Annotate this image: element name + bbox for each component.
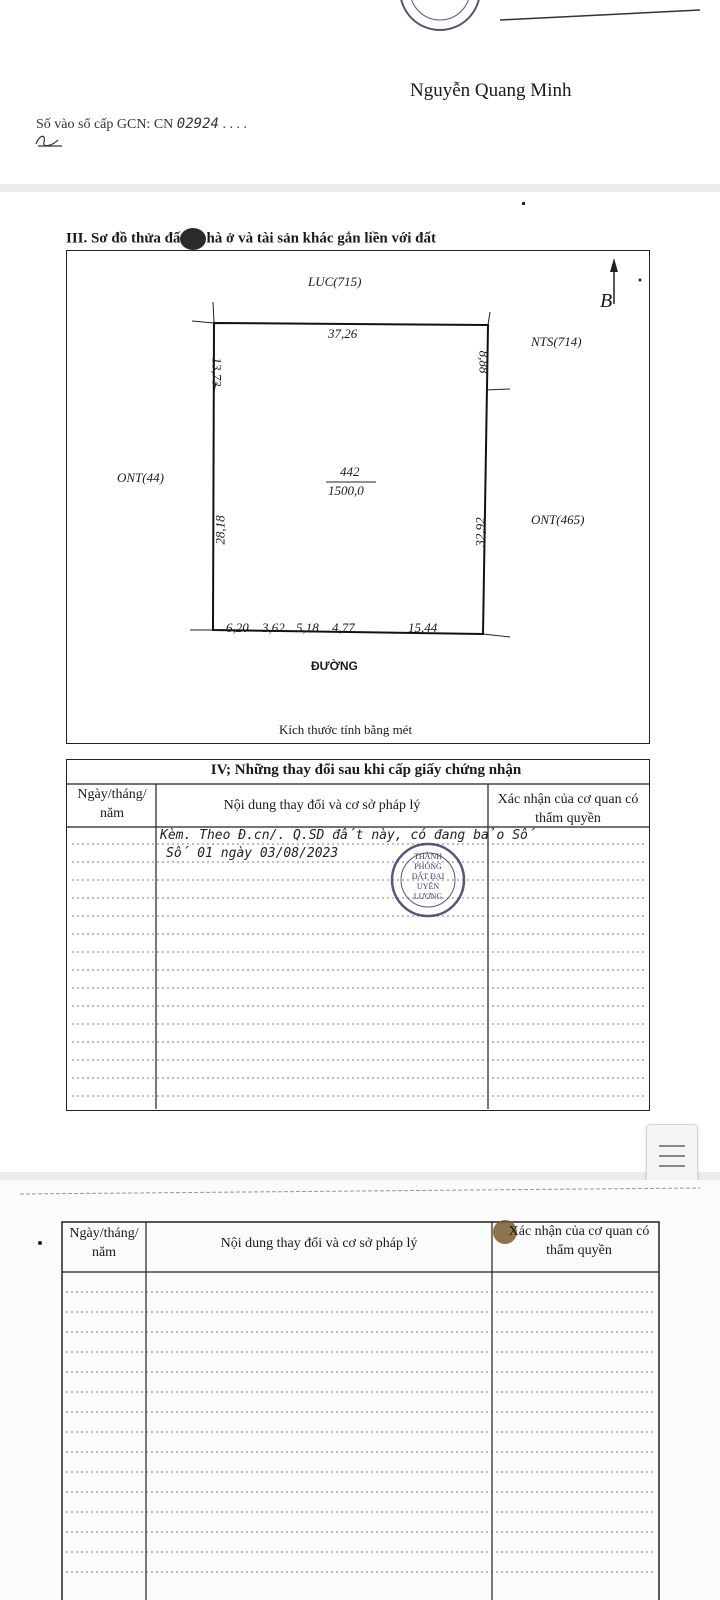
label-northeast-neighbor: NTS(714) xyxy=(531,334,582,349)
menu-icon-bar-2 xyxy=(659,1155,685,1157)
menu-button[interactable] xyxy=(646,1124,698,1188)
label-road: ĐƯỜNG xyxy=(311,659,358,673)
dimension-right-upper: 8,88 xyxy=(476,350,492,374)
dimension-bottom-2: 3,62 xyxy=(262,620,285,635)
handwritten-entry-line1: Kèm. Theo Đ.cn/. Q.SD đất này, có đang bảo Số xyxy=(160,828,536,843)
section5-header-confirm: Xác nhận của cơ quan có thẩm quyền xyxy=(508,1224,650,1258)
section4-header-confirm: Xác nhận của cơ quan có thẩm quyền xyxy=(497,792,639,826)
section3-title-part1: III. Sơ đồ thửa đấ xyxy=(66,230,181,247)
label-west-neighbor: ONT(44) xyxy=(117,470,164,485)
ccn-number: 02924 xyxy=(176,116,219,132)
ccn-label: Số vào sổ cấp GCN: CN xyxy=(36,117,174,132)
signature-mark xyxy=(32,132,68,150)
menu-icon-bar-1 xyxy=(659,1145,685,1147)
parcel-number: 442 xyxy=(340,464,360,479)
unit-note: Kích thước tính bằng mét xyxy=(279,722,413,737)
document-page-2 xyxy=(0,192,720,1172)
ccn-dots: . . . . xyxy=(222,117,247,132)
label-north-neighbor: LUC(715) xyxy=(308,274,362,289)
dimension-bottom-3: 5,18 xyxy=(296,620,319,635)
label-east-neighbor: ONT(465) xyxy=(531,512,585,527)
section4-header-date: Ngày/tháng/ năm xyxy=(77,787,147,821)
section4-grid xyxy=(0,192,720,1172)
handwritten-entry-line2: Số 01 ngày 03/08/2023 xyxy=(166,846,339,861)
parcel-area: 1500,0 xyxy=(328,483,364,498)
dimension-left-upper: 13,73 xyxy=(209,357,225,387)
stamp-text: THÀNH PHÒNG ĐẤT ĐAI UYÊN LƯƠNG xyxy=(411,852,445,901)
dimension-bottom-1: 6,20 xyxy=(226,620,249,635)
dimension-bottom-4: 4,77 xyxy=(332,620,355,635)
section3-title-part2: hà ở và tài sản khác gắn liền với đất xyxy=(206,230,437,247)
section5-header-date: Ngày/tháng/ năm xyxy=(69,1226,139,1260)
north-arrow-letter: B xyxy=(600,290,613,312)
dimension-right-lower: 32,92 xyxy=(472,517,488,547)
dimension-left-lower: 28,18 xyxy=(212,515,228,545)
stamp-top-seal xyxy=(380,0,720,40)
document-page-1 xyxy=(0,0,720,184)
section4-header-content: Nội dung thay đổi và cơ sở pháp lý xyxy=(223,798,421,813)
section5-header-content: Nội dung thay đổi và cơ sở pháp lý xyxy=(220,1236,418,1251)
document-page-3 xyxy=(0,1180,720,1600)
dimension-bottom-5: 15,44 xyxy=(408,620,438,635)
ccn-number-line xyxy=(36,116,247,133)
menu-icon-bar-3 xyxy=(659,1165,685,1167)
official-name: Nguyễn Quang Minh xyxy=(410,80,572,101)
section4-title: IV; Những thay đổi sau khi cấp giấy chứng nhận xyxy=(210,762,522,778)
dimension-top: 37,26 xyxy=(328,326,358,341)
